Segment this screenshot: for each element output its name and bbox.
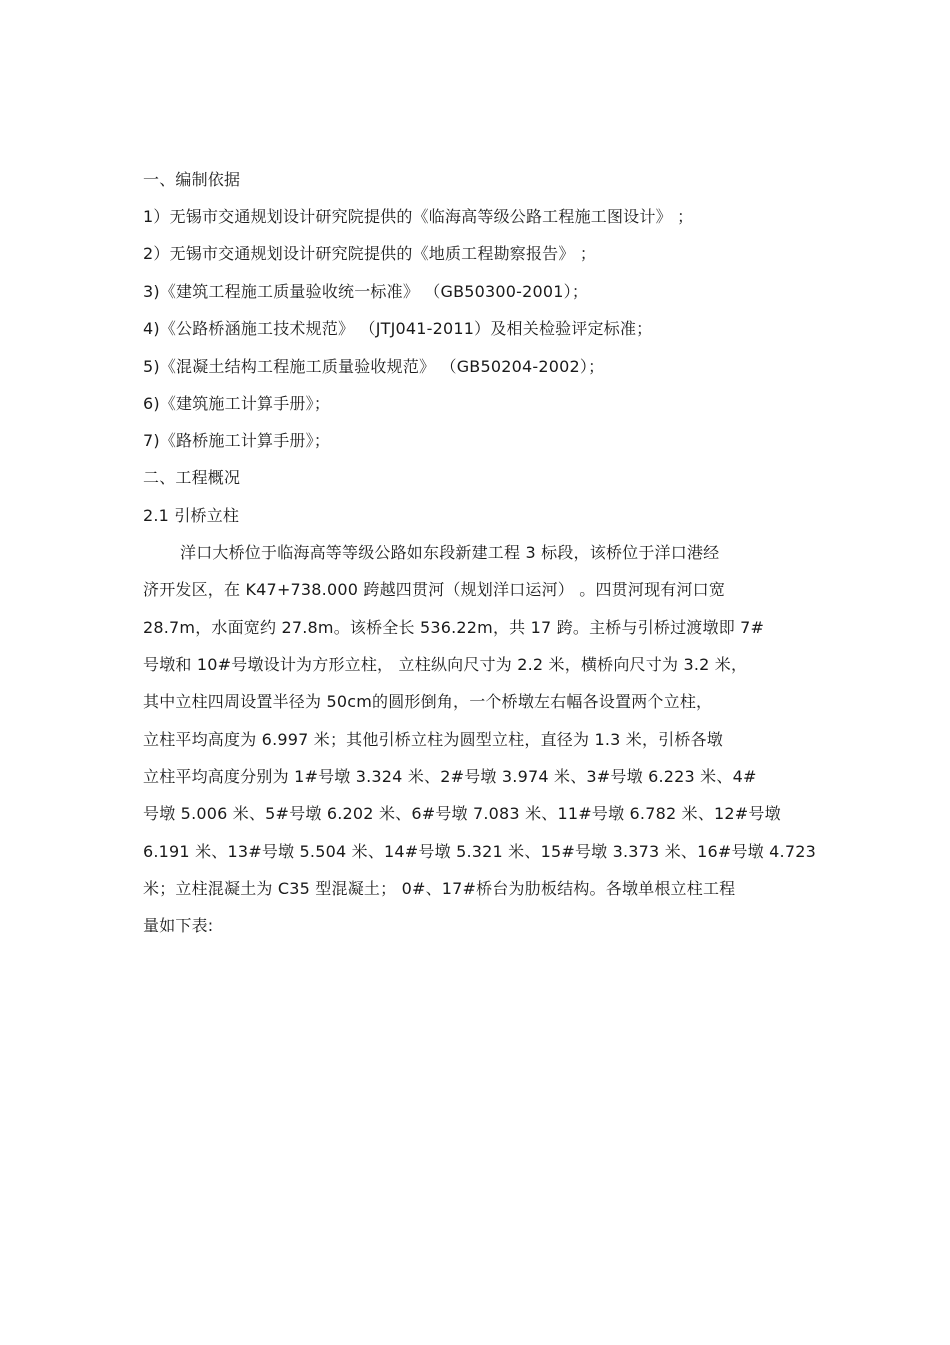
paragraph-line-4: 号墩和 10#号墩设计为方形立柱， 立柱纵向尺寸为 2.2 米，横桥向尺寸为 3.2 米，: [143, 655, 748, 674]
section2-subheading: 2.1 引桥立柱: [143, 506, 240, 525]
paragraph-line-7: 立柱平均高度分别为 1#号墩 3.324 米、2#号墩 3.974 米、3#号墩 6.223 米、4#: [143, 767, 757, 786]
reference-item-6: 6)《建筑施工计算手册》；: [143, 394, 331, 413]
reference-item-1: 1）无锡市交通规划设计研究院提供的《临海高等级公路工程施工图设计》 ；: [143, 207, 694, 226]
section2-heading: 二、工程概况: [143, 468, 241, 487]
paragraph-line-6: 立柱平均高度为 6.997 米；其他引桥立柱为圆型立柱，直径为 1.3 米，引桥各墩: [143, 730, 723, 749]
paragraph-line-10: 米；立柱混凝土为 C35 型混凝土； 0#、17#桥台为肋板结构。各墩单根立柱工程: [143, 879, 736, 898]
paragraph-line-5: 其中立柱四周设置半径为 50cm的圆形倒角，一个桥墩左右幅各设置两个立柱，: [143, 692, 713, 711]
reference-item-2: 2）无锡市交通规划设计研究院提供的《地质工程勘察报告》 ；: [143, 244, 597, 263]
paragraph-line-2: 济开发区，在 K47+738.000 跨越四贯河（规划洋口运河） 。四贯河现有河口宽: [143, 580, 726, 599]
reference-item-7: 7)《路桥施工计算手册》；: [143, 431, 331, 450]
reference-item-4: 4)《公路桥涵施工技术规范》 （JTJ041-2011）及相关检验评定标准；: [143, 319, 653, 338]
paragraph-line-9: 6.191 米、13#号墩 5.504 米、14#号墩 5.321 米、15#号墩 3.373 米、16#号墩 4.723: [143, 842, 816, 861]
reference-item-3: 3)《建筑工程施工质量验收统一标准》 （GB50300-2001）；: [143, 282, 589, 301]
paragraph-line-8: 号墩 5.006 米、5#号墩 6.202 米、6#号墩 7.083 米、11#号墩 6.782 米、12#号墩: [143, 804, 781, 823]
paragraph-line-3: 28.7m，水面宽约 27.8m。该桥全长 536.22m，共 17 跨。主桥与引桥过渡墩即 7#: [143, 618, 765, 637]
section1-heading: 一、编制依据: [143, 170, 241, 189]
reference-item-5: 5)《混凝土结构工程施工质量验收规范》 （GB50204-2002）；: [143, 357, 605, 376]
paragraph-line-1: 洋口大桥位于临海高等等级公路如东段新建工程 3 标段，该桥位于洋口港经: [180, 543, 720, 562]
paragraph-line-11: 量如下表:: [143, 916, 214, 935]
